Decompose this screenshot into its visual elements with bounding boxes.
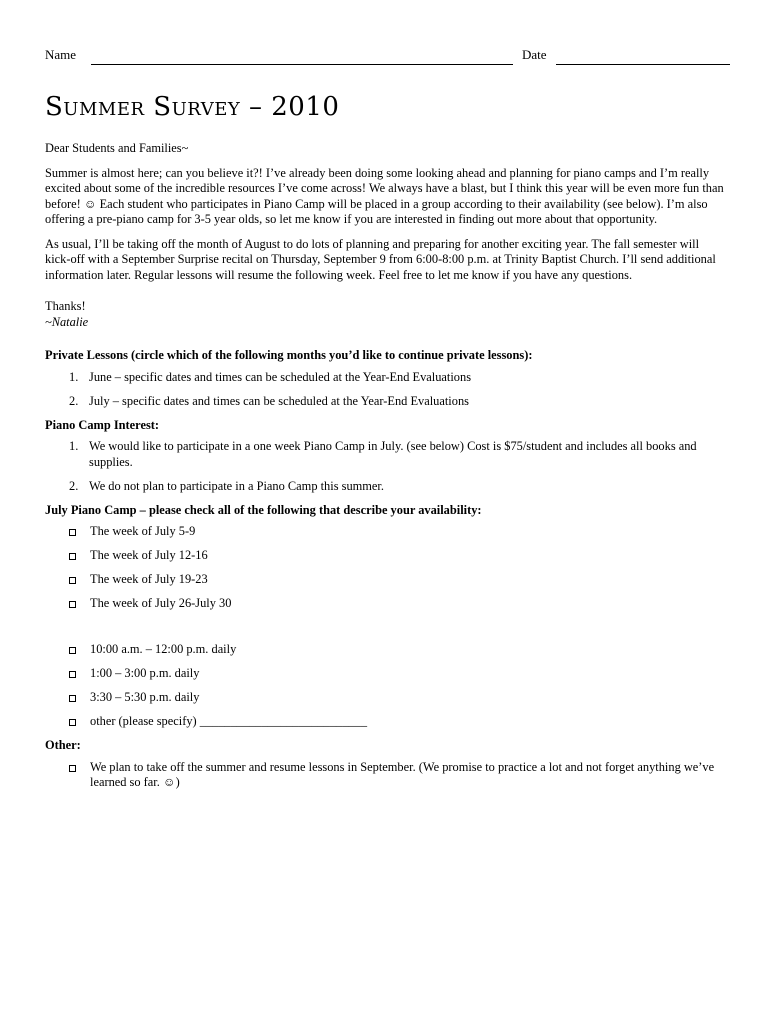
page-title — [45, 90, 339, 124]
private-lessons-list — [45, 370, 725, 410]
title-year: – 2010 — [248, 92, 340, 122]
title-text: Summer Survey — [45, 92, 241, 122]
july-times-list — [45, 642, 725, 730]
paragraph-2: As usual, I’ll be taking off the month of August to do lots of planning and preparing for another exciting year. The fall semester will kick-off with a September Surprise recital on Thursday, September 9 from 6:00-8:00 p.m. at Trinity Baptist Church. I’ll send additional information later. Regular lessons will resume the following week. Feel free to let me know if you have any questions. — [45, 236, 716, 282]
checkbox-icon[interactable] — [69, 647, 76, 654]
closing: Thanks! — [45, 299, 86, 313]
checkbox-icon[interactable] — [69, 577, 76, 584]
week-option[interactable] — [45, 548, 725, 564]
private-lessons-heading: Private Lessons (circle which of the following months you’d like to continue private lessons): — [45, 348, 533, 362]
july-camp-heading: July Piano Camp – please check all of the following that describe your availability: — [45, 502, 482, 517]
other-heading: Other: — [45, 738, 81, 752]
checkbox-icon[interactable] — [69, 695, 76, 702]
option-text: 10:00 a.m. – 12:00 p.m. daily — [90, 642, 237, 656]
week-option[interactable] — [45, 572, 725, 588]
item-text: July – specific dates and times can be scheduled at the Year-End Evaluations — [89, 393, 469, 408]
option-text: other (please specify) ___________________________ — [90, 714, 368, 728]
checkbox-icon[interactable] — [69, 765, 76, 772]
checkbox-icon[interactable] — [69, 601, 76, 608]
time-option[interactable] — [45, 642, 725, 658]
option-text: The week of July 12-16 — [90, 548, 208, 562]
option-text: We plan to take off the summer and resume lessons in September. (We promise to practice a lot and not forget anything we’ve learned so far. ☺) — [90, 759, 715, 789]
option-text: The week of July 19-23 — [90, 572, 208, 586]
time-option[interactable] — [45, 714, 725, 730]
option-text: The week of July 26-July 30 — [90, 596, 232, 610]
time-option[interactable] — [45, 666, 725, 682]
item-number: 2. — [69, 478, 79, 493]
list-item[interactable] — [45, 439, 725, 470]
week-option[interactable] — [45, 596, 725, 612]
other-option[interactable] — [45, 760, 725, 791]
option-text: The week of July 5-9 — [90, 524, 196, 538]
list-item[interactable] — [45, 479, 725, 495]
list-item[interactable] — [45, 394, 725, 410]
item-number: 1. — [69, 369, 79, 384]
other-list — [45, 760, 725, 791]
item-number: 2. — [69, 393, 79, 408]
option-text: 3:30 – 5:30 p.m. daily — [90, 690, 200, 704]
item-text: June – specific dates and times can be scheduled at the Year-End Evaluations — [89, 369, 472, 384]
greeting: Dear Students and Families~ — [45, 141, 189, 155]
header-row — [45, 47, 730, 67]
week-option[interactable] — [45, 524, 725, 540]
piano-camp-interest-heading: Piano Camp Interest: — [45, 417, 160, 432]
letter-body — [45, 141, 725, 799]
checkbox-icon[interactable] — [69, 719, 76, 726]
signature: ~Natalie — [45, 314, 89, 329]
piano-camp-interest-list — [45, 439, 725, 494]
item-number: 1. — [69, 439, 79, 453]
checkbox-icon[interactable] — [69, 529, 76, 536]
checkbox-icon[interactable] — [69, 553, 76, 560]
spacer — [45, 620, 725, 642]
item-text: We would like to participate in a one week Piano Camp in July. (see below) Cost is $75/student and includes all books and supplies. — [89, 439, 697, 469]
item-text: We do not plan to participate in a Piano Camp this summer. — [89, 478, 384, 493]
time-option[interactable] — [45, 690, 725, 706]
paragraph-1: Summer is almost here; can you believe it?! I’ve already been doing some looking ahead and planning for piano camps and I’m really excited about some of the incredible resources I’ve come across! We always have a blast, but I think this year will be even more fun than before! ☺ Each student who participates in Piano Camp will be placed in a group according to their availability (see below). I’m also offering a pre-piano camp for 3-5 year olds, so let me know if you are interested in finding out more about that opportunity. — [45, 165, 724, 226]
option-text: 1:00 – 3:00 p.m. daily — [90, 666, 200, 680]
list-item[interactable] — [45, 370, 725, 386]
name-line[interactable] — [91, 64, 513, 65]
july-weeks-list — [45, 524, 725, 612]
date-label: Date — [522, 47, 547, 62]
checkbox-icon[interactable] — [69, 671, 76, 678]
name-label: Name — [45, 47, 77, 62]
date-line[interactable] — [556, 64, 730, 65]
